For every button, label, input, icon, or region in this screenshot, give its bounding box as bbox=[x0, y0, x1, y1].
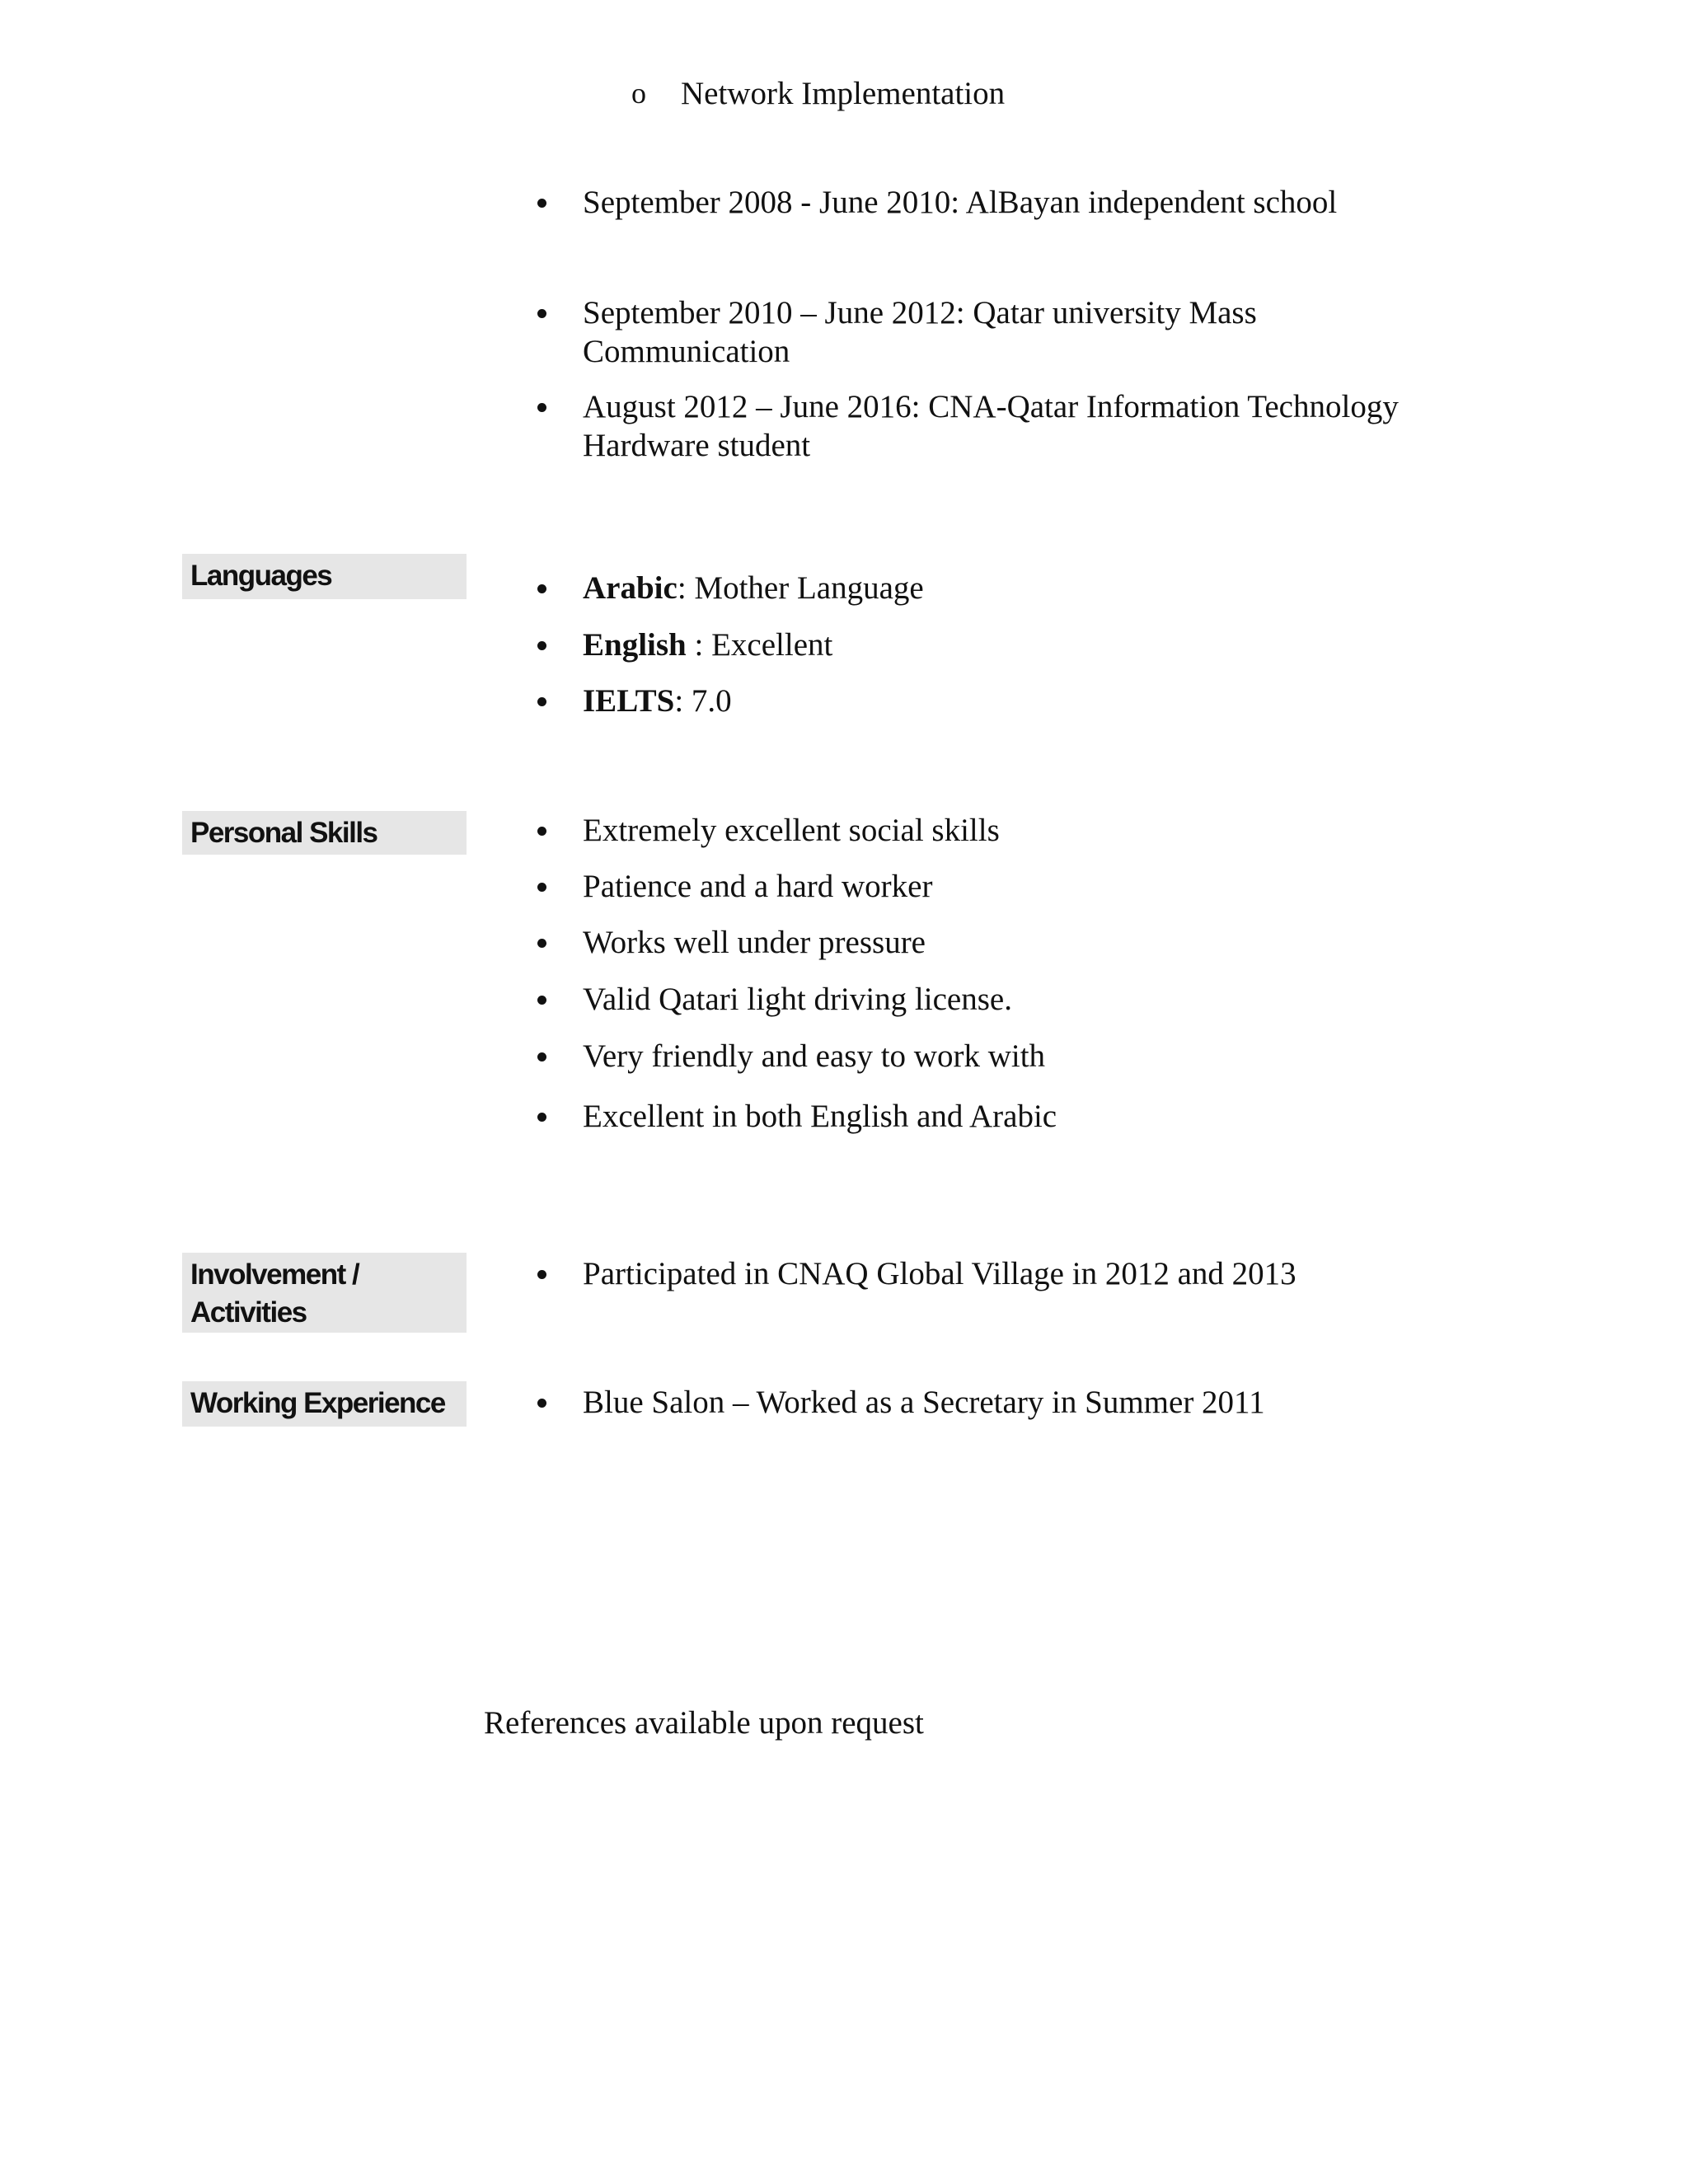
section-label-languages: Languages bbox=[182, 554, 467, 599]
language-level: : Excellent bbox=[686, 627, 833, 663]
section-label-working-experience: Working Experience bbox=[182, 1381, 467, 1427]
sub-item-network-implementation: Network Implementation bbox=[681, 76, 1006, 111]
bullet-icon bbox=[537, 641, 546, 650]
language-level: : Mother Language bbox=[677, 570, 924, 606]
skill-item: Excellent in both English and Arabic bbox=[583, 1099, 1057, 1134]
bullet-icon bbox=[537, 827, 546, 836]
bullet-icon bbox=[537, 1052, 546, 1062]
bullet-icon bbox=[537, 199, 546, 208]
references-note: References available upon request bbox=[484, 1705, 924, 1741]
label-line: Involvement / bbox=[190, 1258, 359, 1291]
skill-item: Works well under pressure bbox=[583, 925, 926, 960]
skill-item: Very friendly and easy to work with bbox=[583, 1038, 1046, 1074]
language-level: : 7.0 bbox=[674, 683, 732, 719]
language-name: IELTS bbox=[583, 683, 675, 719]
education-item-1: September 2008 - June 2010: AlBayan independent school bbox=[583, 185, 1338, 220]
sub-bullet-marker: o bbox=[631, 77, 646, 110]
bullet-icon bbox=[537, 403, 546, 412]
language-name: Arabic bbox=[583, 570, 678, 606]
section-label-personal-skills: Personal Skills bbox=[182, 811, 467, 855]
language-item-ielts bbox=[583, 682, 732, 720]
language-item-arabic bbox=[583, 569, 924, 607]
education-item-3-line2: Hardware student bbox=[583, 428, 811, 463]
bullet-icon bbox=[537, 1270, 546, 1279]
bullet-icon bbox=[537, 309, 546, 318]
bullet-icon bbox=[537, 996, 546, 1005]
bullet-icon bbox=[537, 883, 546, 892]
section-label-involvement bbox=[182, 1253, 467, 1333]
language-item-english bbox=[583, 626, 832, 664]
skill-item: Extremely excellent social skills bbox=[583, 813, 1000, 848]
bullet-icon bbox=[537, 584, 546, 593]
label-line: Activities bbox=[190, 1296, 307, 1329]
bullet-icon bbox=[537, 1399, 546, 1408]
skill-item: Valid Qatari light driving license. bbox=[583, 982, 1012, 1017]
language-name: English bbox=[583, 627, 687, 663]
education-item-3-line1: August 2012 – June 2016: CNA-Qatar Information Technology bbox=[583, 389, 1399, 424]
education-item-2-line1: September 2010 – June 2012: Qatar university Mass bbox=[583, 295, 1257, 330]
bullet-icon bbox=[537, 697, 546, 706]
working-experience-item: Blue Salon – Worked as a Secretary in Summer 2011 bbox=[583, 1385, 1265, 1420]
skill-item: Patience and a hard worker bbox=[583, 869, 933, 904]
bullet-icon bbox=[537, 939, 546, 948]
education-item-2-line2: Communication bbox=[583, 334, 790, 369]
bullet-icon bbox=[537, 1113, 546, 1122]
involvement-item: Participated in CNAQ Global Village in 2012 and 2013 bbox=[583, 1256, 1296, 1291]
